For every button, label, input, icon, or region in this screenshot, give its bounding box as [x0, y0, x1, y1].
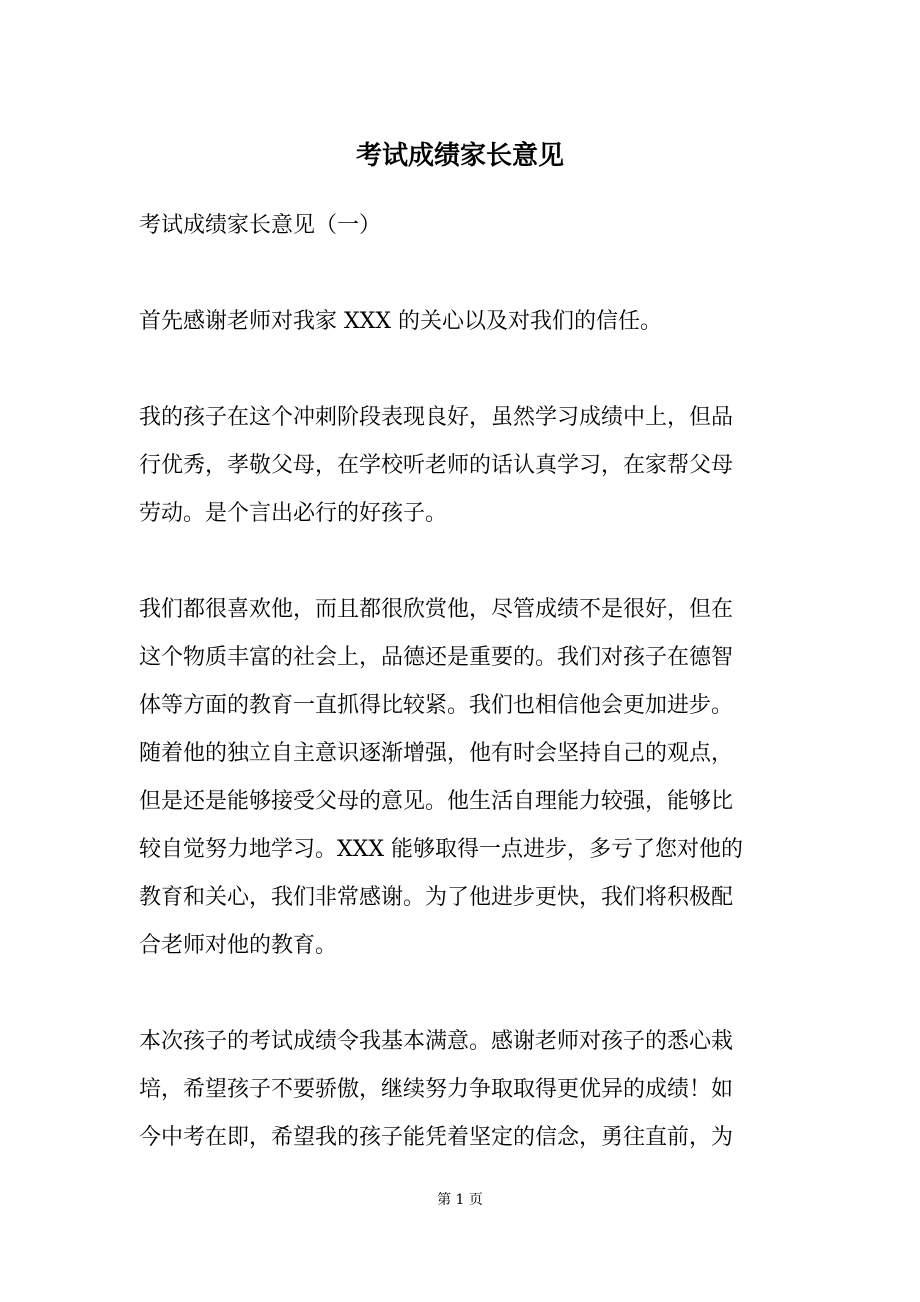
paragraph-gap	[139, 250, 779, 298]
page-number: 第 1 页	[437, 1192, 483, 1208]
paragraph-3: 我们都很喜欢他，而且都很欣赏他，尽管成绩不是很好，但在 这个物质丰富的社会上，品德还是重要的。我们对孩子在德智 体等方面的教育一直抓得比较紧。我们也相信他会更加进步。 随着他的独立自主意识逐渐增强，他有时会坚持自己的观点， 但是还是能够接受父母的意见。他生活自理能力较强，能够比 较自觉努力地学习。XXX 能够取得一点进步，多亏了您对他的 教育和关心，我们非常感谢。为了他进步更快，我们将积极配 合老师对他的教育。	[139, 597, 743, 958]
paragraph-gap	[139, 538, 779, 586]
document-title: 考试成绩家长意见	[355, 141, 564, 171]
paragraph-1: 首先感谢老师对我家 XXX 的关心以及对我们的信任。	[139, 309, 662, 334]
document-body	[139, 202, 779, 1162]
paragraph-gap	[139, 970, 779, 1018]
paragraph-2: 我的孩子在这个冲刺阶段表现良好，虽然学习成绩中上，但品 行优秀，孝敬父母，在学校听老师的话认真学习，在家帮父母 劳动。是个言出必行的好孩子。	[139, 405, 734, 526]
paragraph-gap	[139, 346, 779, 394]
paragraph-4: 本次孩子的考试成绩令我基本满意。感谢老师对孩子的悉心栽 培，希望孩子不要骄傲，继续努力争取取得更优异的成绩！如 今中考在即，希望我的孩子能凭着坚定的信念，勇往直前，为	[139, 1029, 734, 1150]
section-heading: 考试成绩家长意见（一）	[139, 213, 382, 238]
